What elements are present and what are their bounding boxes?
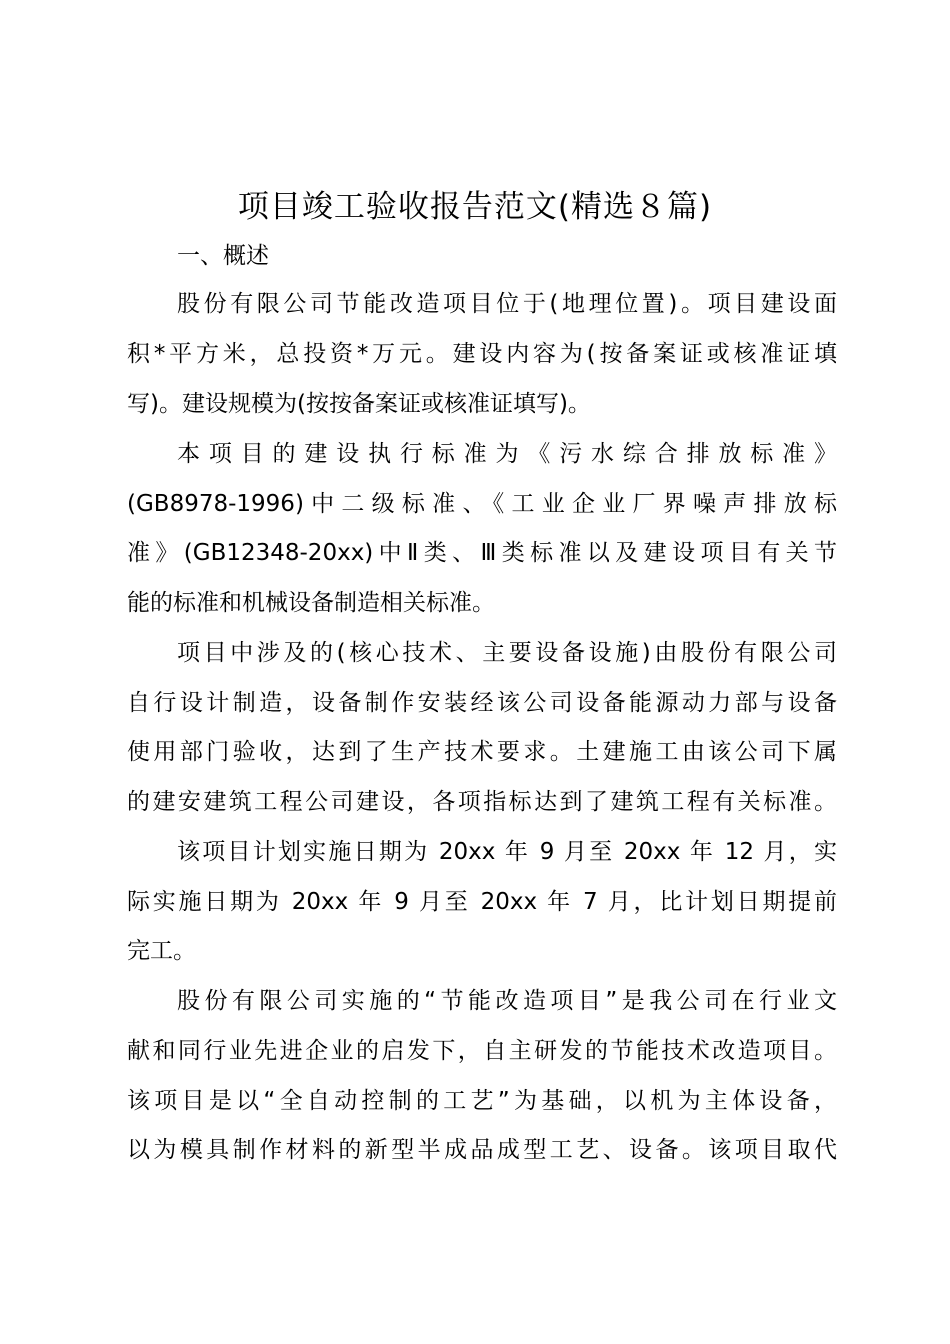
paragraph-line: 际实施日期为 20xx 年 9 月至 20xx 年 7 月，比计划日期提前 [127,889,837,915]
paragraph-line: 能的标准和机械设备制造相关标准。 [127,590,495,616]
paragraph-line: 积*平方米，总投资*万元。建设内容为(按备案证或核准证填 [127,341,837,367]
paragraph-line: 以为模具制作材料的新型半成品成型工艺、设备。该项目取代 [127,1137,837,1163]
paragraph-line: 写)。建设规模为(按按备案证或核准证填写)。 [127,391,591,417]
paragraph-line: 股份有限公司节能改造项目位于(地理位置)。项目建设面 [177,291,837,317]
paragraph-line: 本项目的建设执行标准为《污水综合排放标准》 [177,441,837,467]
paragraph-line: 股份有限公司实施的“节能改造项目”是我公司在行业文 [177,988,837,1014]
paragraph-line: 项目中涉及的(核心技术、主要设备设施)由股份有限公司 [177,640,837,666]
paragraph-line: 该项目是以“全自动控制的工艺”为基础，以机为主体设备， [127,1088,837,1114]
paragraph-line: 该项目计划实施日期为 20xx 年 9 月至 20xx 年 12 月，实 [177,839,837,865]
paragraph-line: 献和同行业先进企业的启发下，自主研发的节能技术改造项目。 [127,1038,837,1064]
document-title: 项目竣工验收报告范文(精选８篇) [237,189,713,225]
paragraph-line: 自行设计制造，设备制作安装经该公司设备能源动力部与设备 [127,690,837,716]
paragraph-line: (GB8978-1996)中二级标准、《工业企业厂界噪声排放标 [127,491,837,517]
paragraph-line: 的建安建筑工程公司建设，各项指标达到了建筑工程有关标准。 [127,789,837,815]
paragraph-line: 准》(GB12348-20xx)中Ⅱ类、Ⅲ类标准以及建设项目有关节 [127,540,837,566]
paragraph-line: 使用部门验收，达到了生产技术要求。土建施工由该公司下属 [127,739,837,765]
section-heading: 一、概述 [177,243,269,269]
paragraph-line: 完工。 [127,938,196,964]
